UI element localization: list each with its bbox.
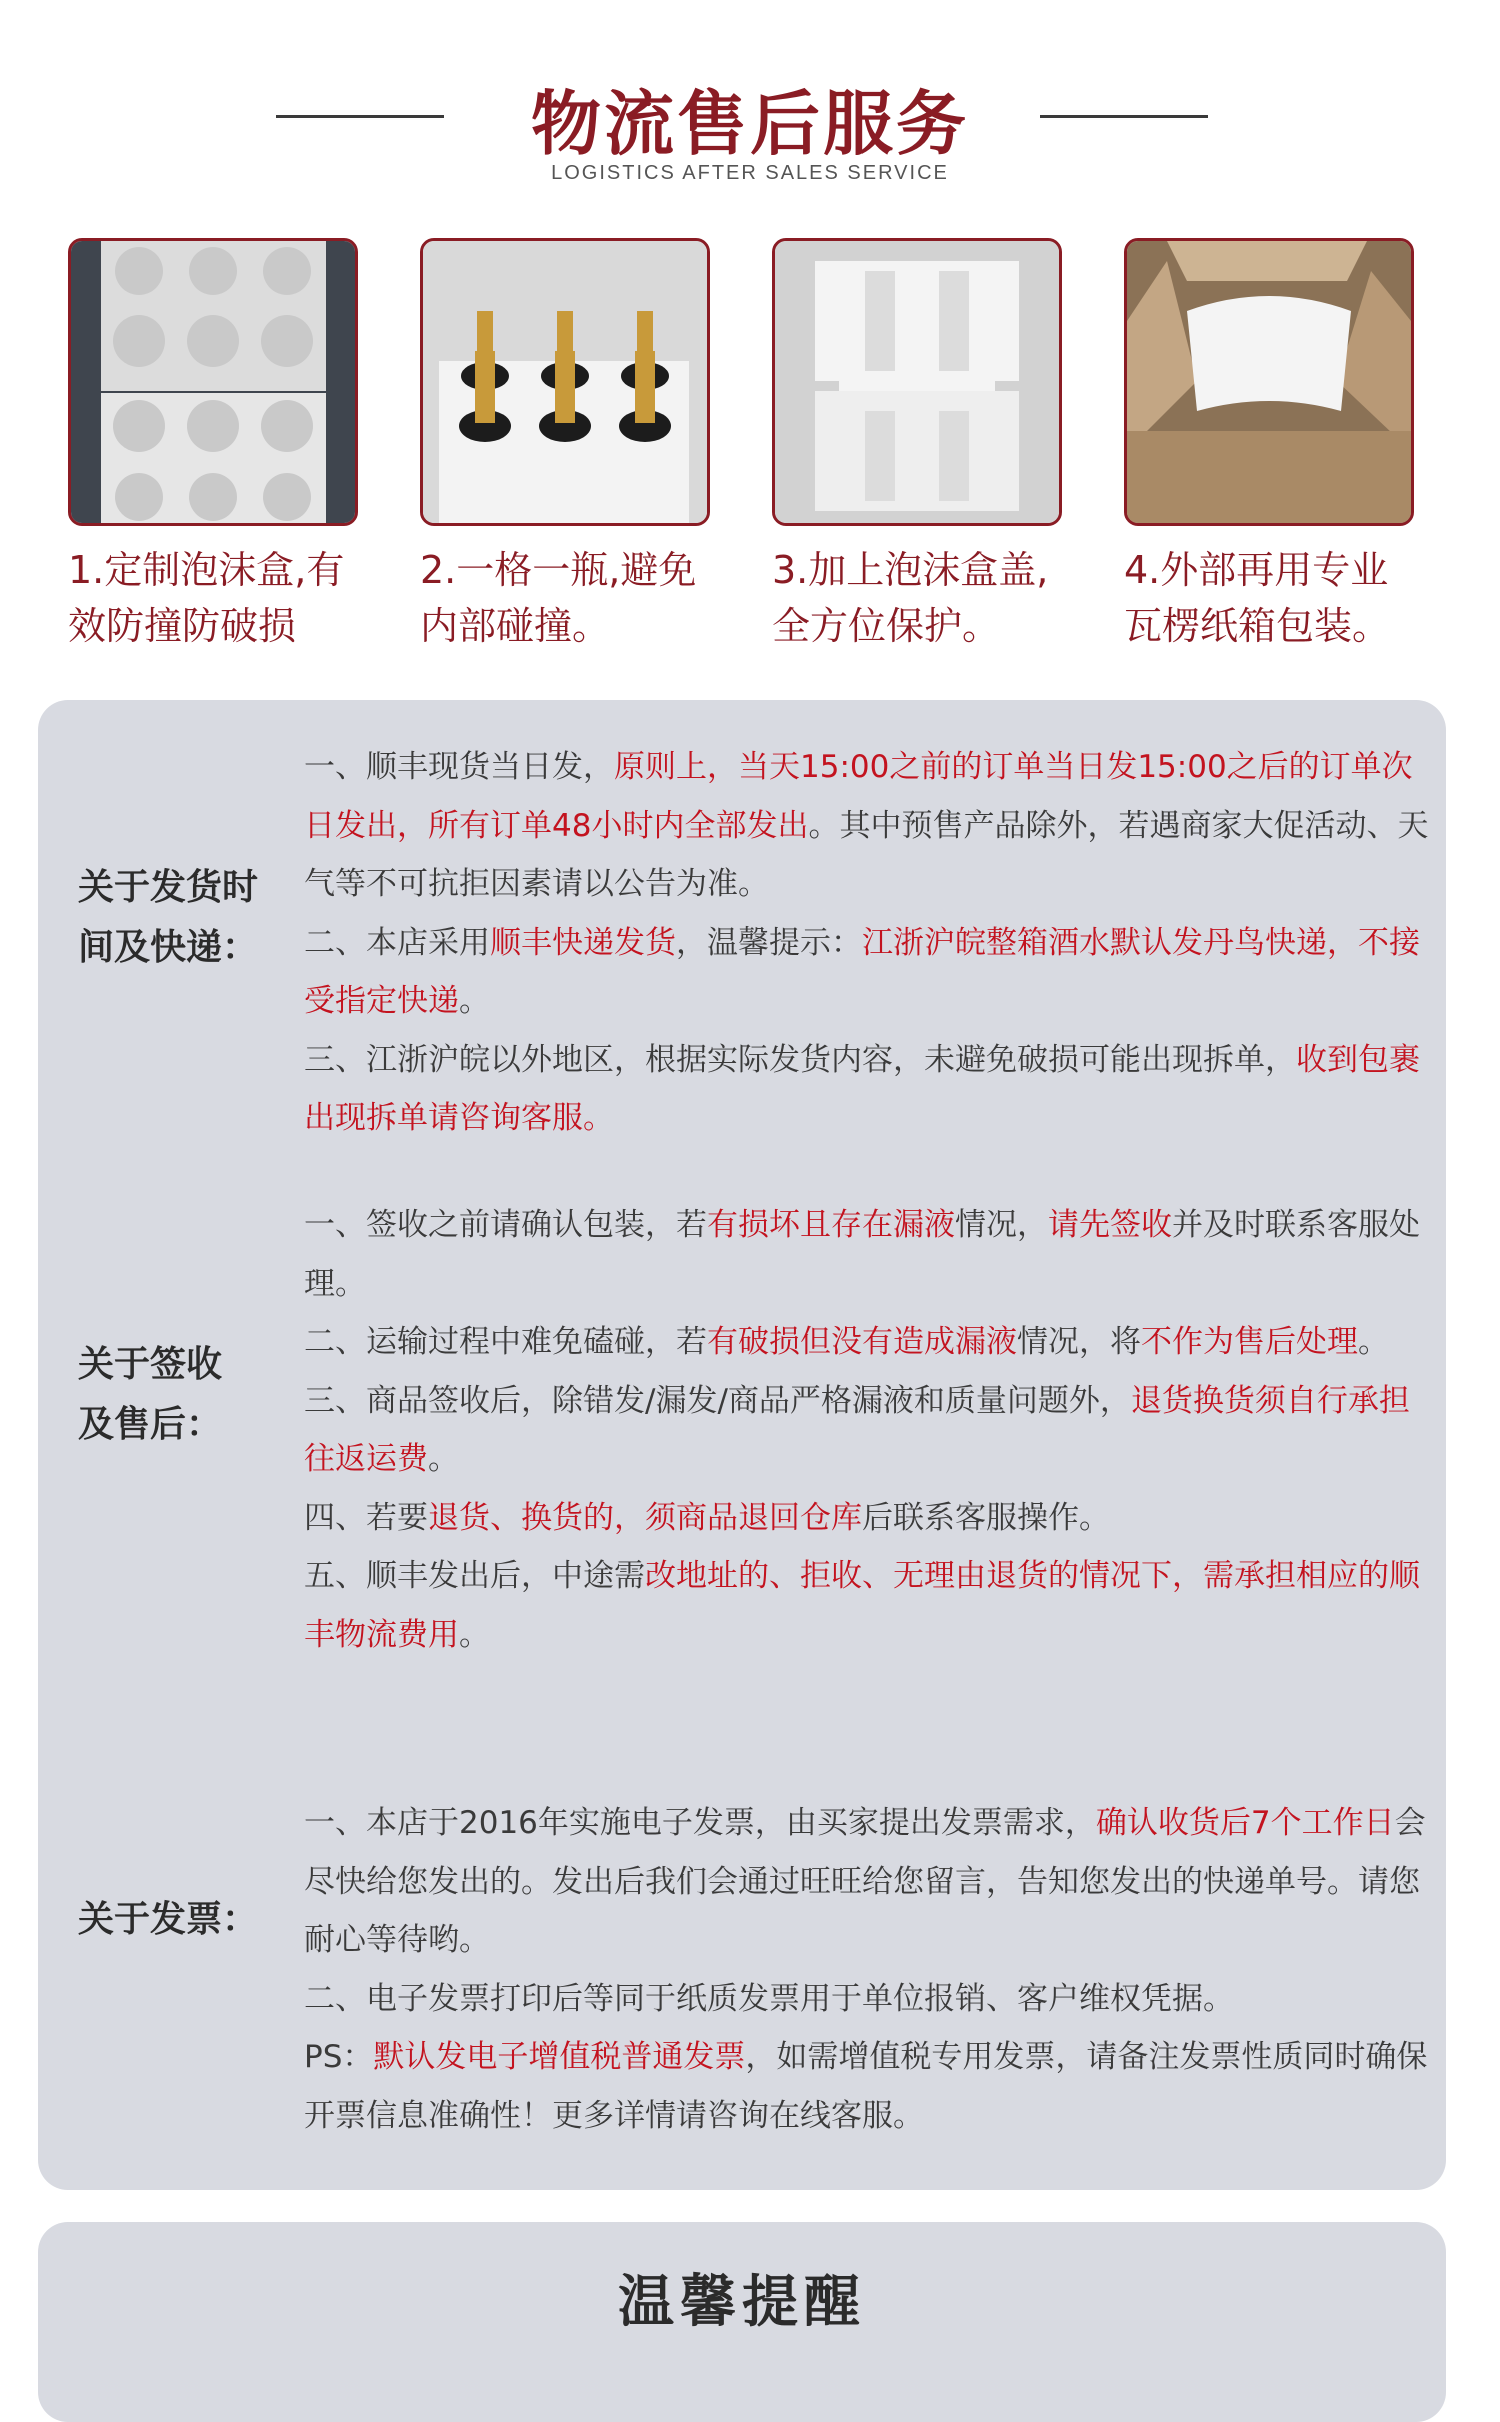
reminder-card bbox=[38, 2222, 1446, 2422]
invoice-section-label: 关于发票： bbox=[78, 1899, 259, 1940]
reminder-title: 温馨提醒 bbox=[618, 2270, 866, 2335]
body-text: 后联系客服操作。 bbox=[862, 1499, 1110, 1536]
carton-box-image bbox=[1124, 238, 1414, 526]
section-paragraph bbox=[304, 1372, 1434, 1489]
shipping-section-label: 关于发货时 间及快递： bbox=[78, 867, 259, 968]
section-paragraph bbox=[304, 914, 1434, 1031]
body-text: 三、商品签收后，除错发/漏发/商品严格漏液和质量问题外， bbox=[304, 1382, 1131, 1419]
page-header bbox=[0, 0, 1500, 200]
highlighted-text: 确认收货后7个工作日 bbox=[1095, 1805, 1395, 1841]
body-text: ，如需增值税专用发票，请备注发票性质同时确保开票信息准确性！更多详情请咨询在线客服。 bbox=[304, 2039, 1428, 2134]
body-text: 三、江浙沪皖以外地区，根据实际发货内容，未避免破损可能出现拆单， bbox=[304, 1041, 1296, 1078]
page-subtitle: LOGISTICS AFTER SALES SERVICE bbox=[551, 162, 949, 184]
body-text: 五、顺丰发出后，中途需 bbox=[304, 1558, 645, 1594]
step-card-2 bbox=[420, 238, 710, 654]
section-paragraph bbox=[304, 1196, 1434, 1313]
foam-box-closed-image bbox=[772, 238, 1062, 526]
body-text: 二、本店采用 bbox=[304, 924, 490, 961]
section-paragraph bbox=[304, 2028, 1434, 2145]
highlighted-text: 改地址的、拒收、无理由退货的情况下，需承担相应的顺丰物流费用 bbox=[304, 1558, 1420, 1653]
section-paragraph bbox=[304, 738, 1434, 914]
body-text: 一、顺丰现货当日发， bbox=[304, 749, 614, 785]
body-text: 。 bbox=[459, 983, 490, 1019]
section-paragraph bbox=[304, 1970, 1434, 2029]
receipt-section-body bbox=[304, 1196, 1434, 1664]
section-paragraph bbox=[304, 1547, 1434, 1664]
step-card-1 bbox=[68, 238, 358, 654]
body-text: 并及时联系客服处理。 bbox=[304, 1207, 1420, 1302]
after-sales-info-panel bbox=[38, 700, 1446, 2190]
highlighted-text: 收到包裹出现拆单请咨询客服。 bbox=[304, 1041, 1420, 1136]
step-card-4 bbox=[1124, 238, 1414, 654]
invoice-section-body bbox=[304, 1794, 1434, 2145]
highlighted-text: 有损坏且存在漏液 bbox=[707, 1207, 955, 1243]
section-paragraph bbox=[304, 1031, 1434, 1148]
body-text: 二、电子发票打印后等同于纸质发票用于单位报销、客户维权凭据。 bbox=[304, 1980, 1234, 2017]
body-text: 。 bbox=[1358, 1324, 1389, 1360]
page-title: 物流售后服务 bbox=[531, 83, 969, 165]
body-text: 情况，将 bbox=[1017, 1324, 1141, 1360]
highlighted-text: 退货、换货的，须商品退回仓库 bbox=[428, 1499, 862, 1536]
body-text: 二、运输过程中难免磕碰，若 bbox=[304, 1324, 707, 1360]
highlighted-text: 请先签收 bbox=[1048, 1207, 1172, 1243]
body-text: 。其中预售产品除外，若遇商家大促活动、天气等不可抗拒因素请以公告为准。 bbox=[304, 807, 1429, 902]
highlighted-text: 默认发电子增值税普通发票 bbox=[373, 2039, 746, 2075]
highlighted-text: 不作为售后处理 bbox=[1141, 1324, 1358, 1360]
receipt-section-label: 关于签收 及售后： bbox=[78, 1344, 223, 1445]
body-text: ，温馨提示： bbox=[676, 924, 862, 961]
highlighted-text: 江浙沪皖整箱酒水默认发丹鸟快递，不接受指定快递 bbox=[304, 924, 1420, 1019]
body-text: 。 bbox=[459, 1616, 490, 1653]
body-text: 。 bbox=[428, 1441, 459, 1477]
step-caption-2: 2.一格一瓶,避免 内部碰撞。 bbox=[420, 548, 697, 648]
highlighted-text: 有破损但没有造成漏液 bbox=[707, 1324, 1017, 1360]
highlighted-text: 顺丰快递发货 bbox=[490, 924, 676, 961]
section-paragraph bbox=[304, 1794, 1434, 1970]
body-text: 会尽快给您发出的。发出后我们会通过旺旺给您留言，告知您发出的快递单号。请您耐心等待哟。 bbox=[304, 1805, 1426, 1958]
step-caption-1: 1.定制泡沫盒,有 效防撞防破损 bbox=[68, 548, 345, 648]
body-text: 一、本店于2016年实施电子发票，由买家提出发票需求， bbox=[304, 1805, 1096, 1841]
step-caption-3: 3.加上泡沫盒盖, 全方位保护。 bbox=[772, 548, 1049, 648]
body-text: 情况， bbox=[955, 1207, 1048, 1243]
bottles-in-foam-image bbox=[420, 238, 710, 526]
foam-box-empty-image bbox=[68, 238, 358, 526]
header-divider-right bbox=[1040, 115, 1208, 118]
step-card-3 bbox=[772, 238, 1062, 654]
body-text: PS： bbox=[304, 2039, 374, 2075]
shipping-section-body bbox=[304, 738, 1434, 1148]
step-caption-4: 4.外部再用专业 瓦楞纸箱包装。 bbox=[1124, 548, 1391, 648]
highlighted-text: 退货换货须自行承担往返运费 bbox=[304, 1382, 1410, 1477]
section-paragraph bbox=[304, 1489, 1434, 1548]
body-text: 四、若要 bbox=[304, 1499, 428, 1536]
highlighted-text: 原则上，当天15:00之前的订单当日发15:00之后的订单次日发出，所有订单48小时内全部发出 bbox=[304, 749, 1413, 844]
section-paragraph bbox=[304, 1313, 1434, 1372]
body-text: 一、签收之前请确认包装，若 bbox=[304, 1207, 707, 1243]
